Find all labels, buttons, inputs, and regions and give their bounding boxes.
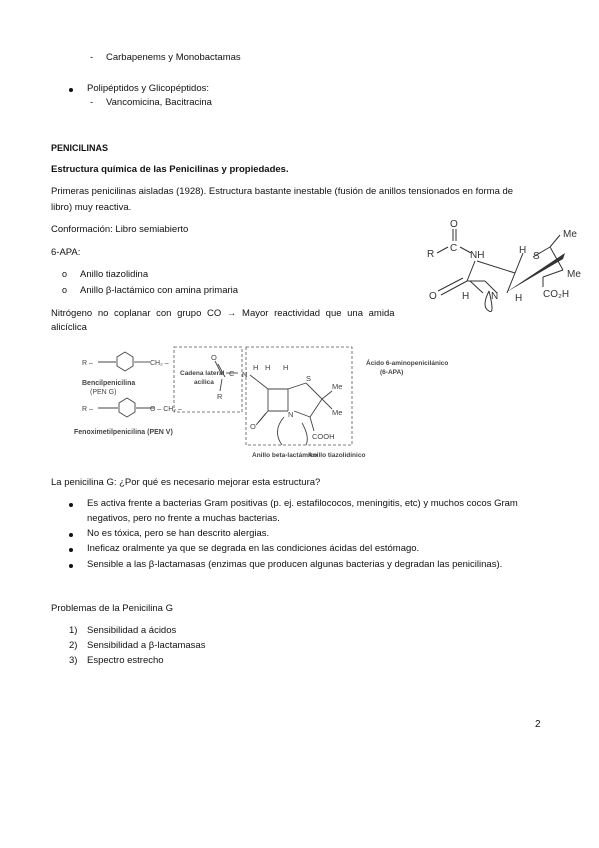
label-cadena-lateral: Cadena lateral bbox=[180, 370, 225, 377]
atom-label: Me bbox=[563, 229, 577, 240]
atom-label: R bbox=[217, 392, 223, 401]
question-bullet: Ineficaz oralmente ya que se degrada en las condiciones ácidas del estómago. bbox=[87, 543, 420, 554]
question-bullet: Sensible a las β-lactamasas (enzimas que producen algunas bacterias y degradan las penicilinas). bbox=[87, 559, 503, 570]
label-pen-g: (PEN G) bbox=[90, 389, 117, 396]
atom-label: C bbox=[229, 369, 235, 378]
paragraph-line: Primeras penicilinas aisladas (1928). Estructura bastante inestable (fusión de anillos tensionados en forma de bbox=[51, 186, 514, 197]
list-item-carbapenems: Carbapenems y Monobactamas bbox=[106, 52, 241, 63]
side-chain-och2: O – CH₂ – bbox=[150, 406, 182, 413]
side-chain-ch2: CH₂ – bbox=[150, 360, 169, 367]
label-bencilpenicilina: Bencilpenicilina bbox=[82, 380, 136, 387]
question-bullet: No es tóxica, pero se han descrito alergias. bbox=[87, 528, 270, 539]
bullet-circle: o bbox=[62, 285, 68, 295]
atom-label: Me bbox=[567, 269, 581, 280]
atom-label: O bbox=[450, 219, 458, 230]
conformacion-text: Conformación: Libro semiabierto bbox=[51, 224, 189, 235]
atom-label: H bbox=[283, 363, 289, 372]
atom-label: S bbox=[306, 374, 312, 383]
problem-number: 2) bbox=[69, 640, 78, 651]
problems-title: Problemas de la Penicilina G bbox=[51, 603, 173, 614]
paragraph-line: libro) muy reactiva. bbox=[51, 202, 132, 213]
list-item-polipeptidos: Polipéptidos y Glicopéptidos: bbox=[87, 83, 209, 94]
bullet-dot bbox=[69, 564, 73, 568]
atom-label: O bbox=[211, 353, 217, 362]
atom-label: N bbox=[491, 291, 499, 302]
nitrogeno-text: alicíclica bbox=[51, 322, 87, 333]
penicillin-sidechain-figure bbox=[70, 341, 465, 461]
atom-label: O bbox=[250, 422, 256, 431]
bullet-dot bbox=[69, 503, 73, 507]
side-chain-R: R – bbox=[82, 360, 93, 367]
apa-item: Anillo β-lactámico con amina primaria bbox=[80, 285, 239, 296]
problem-item: Sensibilidad a β-lactamasas bbox=[87, 640, 206, 651]
atom-label: CO₂H bbox=[543, 289, 570, 300]
label-anillo-beta-lactamico: Anillo beta-lactámico bbox=[252, 452, 318, 459]
atom-label: H bbox=[253, 363, 259, 372]
list-dash: - bbox=[90, 97, 94, 108]
label-anillo-tiazolidinico: Anillo tiazolidínico bbox=[308, 452, 366, 459]
apa-item: Anillo tiazolidina bbox=[80, 269, 149, 280]
atom-label: H bbox=[462, 291, 470, 302]
atom-label: N bbox=[242, 370, 248, 379]
atom-label: R bbox=[427, 249, 435, 260]
section-subheading: Estructura química de las Penicilinas y propiedades. bbox=[51, 164, 289, 175]
atom-label: S bbox=[533, 251, 540, 262]
atom-label: N bbox=[288, 410, 294, 419]
label-aciclica: acílica bbox=[194, 379, 214, 386]
question-title: La penicilina G: ¿Por qué es necesario mejorar esta estructura? bbox=[51, 477, 321, 488]
list-dash: - bbox=[90, 52, 94, 63]
nitrogeno-text: Nitrógeno no coplanar con grupo CO → Mayor reactividad que una amida bbox=[51, 308, 395, 319]
problem-number: 1) bbox=[69, 625, 78, 636]
bullet-dot bbox=[69, 88, 73, 92]
atom-label: H bbox=[515, 293, 523, 304]
problem-item: Sensibilidad a ácidos bbox=[87, 625, 177, 636]
page-number: 2 bbox=[535, 719, 541, 730]
penicillin-3d-structure-figure bbox=[415, 215, 590, 320]
atom-label: Me bbox=[332, 382, 343, 391]
bullet-circle: o bbox=[62, 269, 68, 279]
apa-label: 6-APA: bbox=[51, 247, 81, 258]
label-fenoximetilpenicilina: Fenoximetilpenicilina (PEN V) bbox=[74, 429, 173, 436]
bullet-dot bbox=[69, 548, 73, 552]
atom-label: NH bbox=[470, 250, 485, 261]
section-heading: PENICILINAS bbox=[51, 143, 109, 153]
label-6apa: (6-APA) bbox=[380, 369, 404, 376]
atom-label: C bbox=[450, 243, 458, 254]
problem-number: 3) bbox=[69, 655, 78, 666]
label-acido-6apa: Ácido 6-aminopenicilánico bbox=[366, 360, 449, 367]
bullet-dot bbox=[69, 533, 73, 537]
problem-item: Espectro estrecho bbox=[87, 655, 164, 666]
atom-label: H bbox=[265, 363, 271, 372]
question-bullet: Es activa frente a bacterias Gram positivas (p. ej. estafilococos, meningitis, etc) y muchos cocos Gram bbox=[87, 498, 518, 509]
atom-label: H bbox=[519, 245, 527, 256]
side-chain-R: R – bbox=[82, 406, 93, 413]
atom-label: COOH bbox=[312, 432, 335, 441]
list-item-vancomicina: Vancomicina, Bacitracina bbox=[106, 97, 212, 108]
atom-label: Me bbox=[332, 408, 343, 417]
question-bullet: negativos, pero no frente a muchas bacterias. bbox=[87, 513, 280, 524]
atom-label: O bbox=[429, 291, 437, 302]
